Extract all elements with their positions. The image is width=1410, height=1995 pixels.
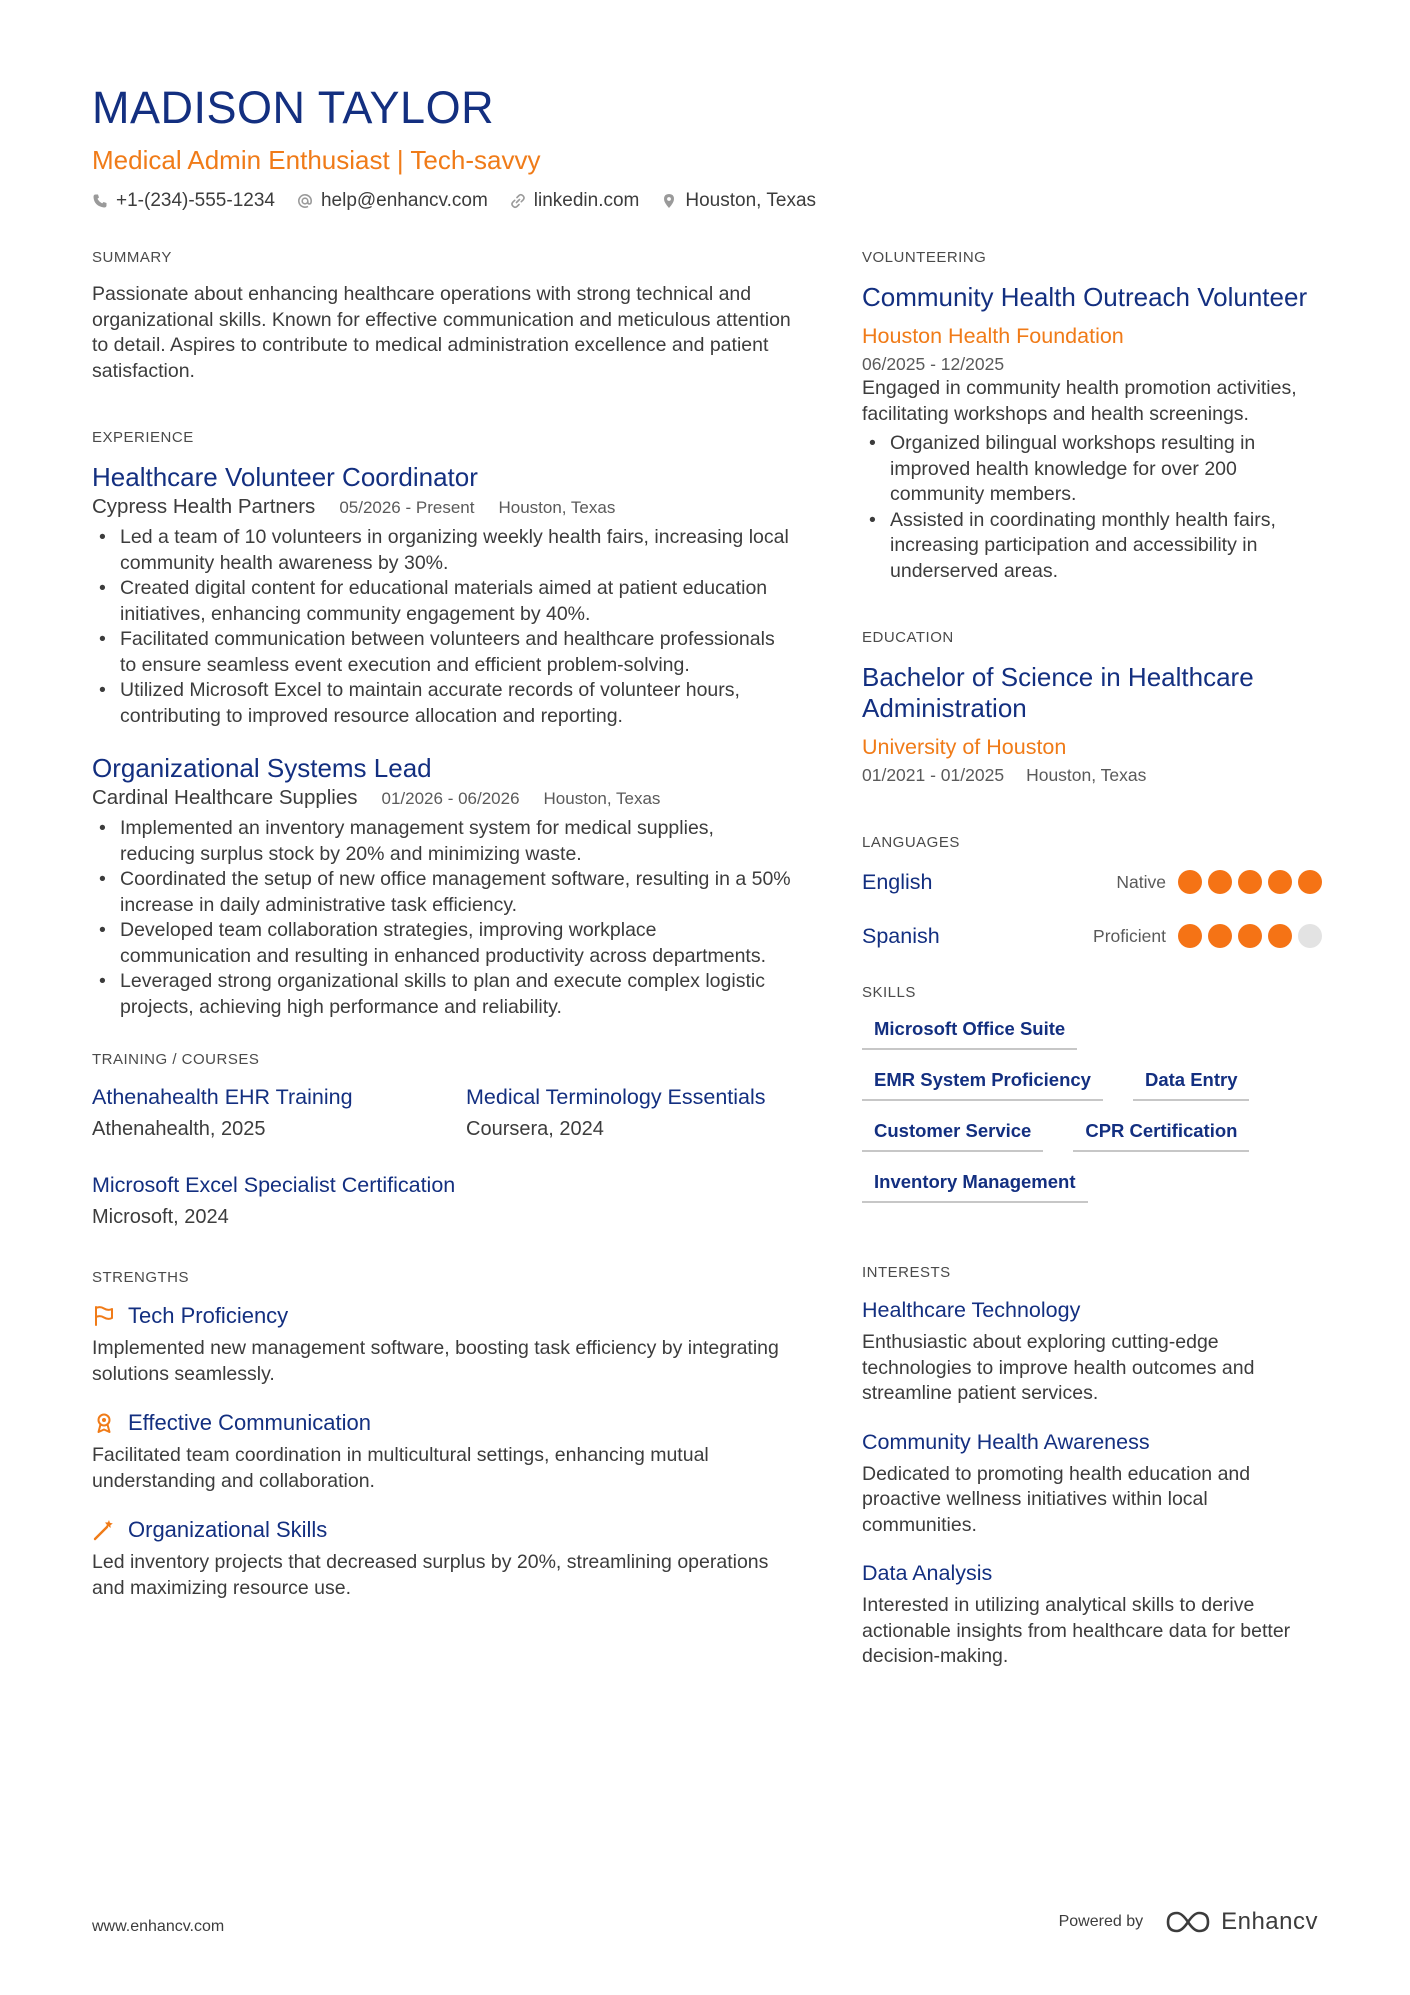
interest-title: Healthcare Technology — [862, 1298, 1081, 1322]
skill-tag: Inventory Management — [862, 1170, 1088, 1203]
job-entry — [92, 462, 792, 729]
course-entry — [92, 1084, 466, 1142]
course-title: Athenahealth EHR Training — [92, 1085, 353, 1109]
powered-by-text: Powered by — [1058, 1913, 1144, 1930]
language-level: Proficient — [1093, 925, 1166, 946]
skill-tag: Microsoft Office Suite — [862, 1017, 1077, 1050]
footer-website[interactable]: www.enhancv.com — [92, 1918, 225, 1935]
award-icon — [92, 1411, 116, 1435]
job-title: Organizational Systems Lead — [92, 753, 432, 783]
bullet-item: • Developed team collaboration strategies, improving workplace communication and resulting in enhanced productivity across departments. — [92, 918, 792, 969]
degree-title: Bachelor of Science in Healthcare Administration — [862, 662, 1254, 723]
education-dates: 01/2021 - 01/2025 — [862, 765, 1005, 785]
education-location: Houston, Texas — [1026, 765, 1147, 785]
volunteer-desc: Engaged in community health promotion activities, facilitating workshops and health screenings. — [862, 377, 1297, 425]
language-level: Native — [1116, 871, 1166, 892]
strength-head — [92, 1409, 792, 1437]
volunteer-role: Community Health Outreach Volunteer — [862, 282, 1308, 312]
job-location: Houston, Texas — [543, 789, 661, 808]
education-section — [862, 628, 1322, 787]
strength-head — [92, 1516, 792, 1544]
volunteer-org: Houston Health Foundation — [862, 324, 1124, 348]
rating-dot-filled — [1238, 924, 1262, 948]
company-name: Cypress Health Partners — [92, 495, 316, 518]
language-rating — [1178, 870, 1322, 894]
strength-title: Organizational Skills — [128, 1517, 328, 1542]
job-title: Healthcare Volunteer Coordinator — [92, 462, 478, 492]
skill-tags — [862, 1017, 1322, 1203]
interest-desc: Interested in utilizing analytical skills to derive actionable insights from healthcare data for better decision-making. — [862, 1594, 1291, 1667]
section-title: VOLUNTEERING — [862, 249, 987, 266]
rating-dot-filled — [1208, 924, 1232, 948]
phone-text: +1-(234)-555-1234 — [116, 190, 275, 211]
bullet-item: • Created digital content for educational materials aimed at patient education initiatives, enhancing community engagement by 40%. — [92, 576, 792, 627]
bullet-item: • Assisted in coordinating monthly health fairs, increasing participation and accessibility in underserved areas. — [862, 508, 1322, 585]
bullet-item: • Utilized Microsoft Excel to maintain accurate records of volunteer hours, contributing to improved resource allocation and reporting. — [92, 678, 792, 729]
experience-section — [92, 428, 792, 1020]
rating-dot-filled — [1268, 924, 1292, 948]
brand-logo[interactable] — [1165, 1908, 1318, 1936]
rating-dot-filled — [1298, 870, 1322, 894]
language-row — [862, 921, 1322, 951]
company-name: Cardinal Healthcare Supplies — [92, 786, 358, 809]
strength-title: Effective Communication — [128, 1410, 371, 1435]
rating-dot-empty — [1298, 924, 1322, 948]
contact-bar — [92, 190, 1322, 212]
volunteer-bullets — [862, 431, 1322, 584]
linkedin-text[interactable]: linkedin.com — [533, 190, 640, 211]
interest-entry — [862, 1429, 1322, 1539]
skill-tag: Data Entry — [1133, 1068, 1250, 1101]
interest-desc: Dedicated to promoting health education and proactive wellness initiatives within local communities. — [862, 1462, 1251, 1536]
bullet-item: • Facilitated communication between volunteers and healthcare professionals to ensure seamless event execution and efficient problem-solving. — [92, 627, 792, 678]
volunteer-dates: 06/2025 - 12/2025 — [862, 354, 1005, 374]
contact-email[interactable] — [297, 190, 488, 212]
job-bullets — [92, 816, 792, 1020]
strength-desc: Implemented new management software, boosting task efficiency by integrating solutions seamlessly. — [92, 1337, 779, 1385]
job-entry — [92, 753, 792, 1020]
interest-entry — [862, 1560, 1322, 1670]
bullet-item: • Implemented an inventory management system for medical supplies, reducing surplus stock by 20% and minimizing waste. — [92, 816, 792, 867]
section-title: STRENGTHS — [92, 1269, 190, 1286]
candidate-name: MADISON TAYLOR — [92, 82, 495, 133]
job-meta — [92, 495, 792, 519]
rating-dot-filled — [1238, 870, 1262, 894]
enhancv-logo-icon — [1165, 1909, 1211, 1935]
bullet-item: • Coordinated the setup of new office management software, resulting in a 50% increase in daily administrative task efficiency. — [92, 867, 792, 918]
training-section — [92, 1050, 792, 1230]
summary-text: Passionate about enhancing healthcare operations with strong technical and organizational skills. Known for effective communication and meticulous attention to detail. Aspires to contribute to medical administration excellence and patient satisfaction. — [92, 283, 791, 382]
job-meta — [92, 786, 792, 810]
course-provider: Microsoft, 2024 — [92, 1206, 229, 1228]
bullet-item: • Leveraged strong organizational skills to plan and execute complex logistic projects, achieving high performance and reliability. — [92, 969, 792, 1020]
right-column — [862, 248, 1322, 1710]
interest-title: Community Health Awareness — [862, 1429, 1150, 1454]
language-name: Spanish — [862, 923, 940, 948]
section-title: SUMMARY — [92, 249, 172, 266]
strength-head — [92, 1302, 792, 1330]
section-title: EXPERIENCE — [92, 429, 194, 446]
contact-linkedin[interactable] — [510, 190, 640, 212]
course-grid — [92, 1084, 792, 1230]
course-entry — [466, 1084, 786, 1142]
strength-entry — [92, 1516, 792, 1601]
job-location: Houston, Texas — [498, 498, 616, 517]
contact-location — [661, 190, 816, 212]
course-title: Medical Terminology Essentials — [466, 1085, 766, 1109]
interest-title: Data Analysis — [862, 1561, 993, 1585]
left-column — [92, 248, 792, 1641]
rating-dot-filled — [1208, 870, 1232, 894]
skills-section — [862, 983, 1322, 1203]
bullet-item: • Organized bilingual workshops resulting in improved health knowledge for over 200 community members. — [862, 431, 1322, 508]
section-title: INTERESTS — [862, 1264, 951, 1281]
section-title: TRAINING / COURSES — [92, 1051, 260, 1068]
job-bullets — [92, 525, 792, 729]
rating-dot-filled — [1178, 924, 1202, 948]
strengths-section — [92, 1268, 792, 1601]
interests-section — [862, 1263, 1322, 1670]
link-icon — [510, 193, 526, 209]
location-text: Houston, Texas — [685, 190, 817, 211]
section-title: LANGUAGES — [862, 834, 960, 851]
rating-dot-filled — [1268, 870, 1292, 894]
course-entry — [92, 1172, 466, 1230]
magic-wand-icon — [92, 1518, 116, 1542]
course-title: Microsoft Excel Specialist Certification — [92, 1173, 456, 1197]
skill-tag: Customer Service — [862, 1119, 1043, 1152]
strength-entry — [92, 1409, 792, 1494]
languages-section — [862, 833, 1322, 951]
language-rating — [1178, 924, 1322, 948]
volunteering-section — [862, 248, 1322, 584]
course-provider: Athenahealth, 2025 — [92, 1118, 266, 1140]
phone-icon — [92, 193, 108, 209]
footer-branding — [1059, 1908, 1318, 1936]
at-sign-icon — [297, 193, 313, 209]
course-provider: Coursera, 2024 — [466, 1118, 604, 1140]
flag-icon — [92, 1304, 116, 1328]
strength-desc: Facilitated team coordination in multicultural settings, enhancing mutual understanding and collaboration. — [92, 1444, 709, 1492]
candidate-tagline: Medical Admin Enthusiast | Tech-savvy — [92, 145, 541, 175]
skill-tag: CPR Certification — [1073, 1119, 1249, 1152]
bullet-item: • Led a team of 10 volunteers in organizing weekly health fairs, increasing local community health awareness by 30%. — [92, 525, 792, 576]
interest-entry — [862, 1297, 1322, 1407]
strength-desc: Led inventory projects that decreased surplus by 20%, streamlining operations and maximizing resource use. — [92, 1551, 769, 1599]
summary-section — [92, 248, 792, 384]
strength-title: Tech Proficiency — [128, 1303, 289, 1328]
contact-phone — [92, 190, 275, 212]
rating-dot-filled — [1178, 870, 1202, 894]
section-title: SKILLS — [862, 984, 916, 1001]
email-text[interactable]: help@enhancv.com — [320, 190, 488, 211]
resume-header — [92, 82, 1322, 212]
job-dates: 05/2026 - Present — [339, 498, 475, 517]
location-pin-icon — [661, 193, 677, 209]
school-name: University of Houston — [862, 735, 1067, 759]
education-meta — [862, 764, 1322, 787]
language-name: English — [862, 869, 933, 894]
section-title: EDUCATION — [862, 629, 954, 646]
skill-tag: EMR System Proficiency — [862, 1068, 1103, 1101]
strength-entry — [92, 1302, 792, 1387]
job-dates: 01/2026 - 06/2026 — [381, 789, 520, 808]
brand-name: Enhancv — [1221, 1908, 1318, 1935]
interest-desc: Enthusiastic about exploring cutting-edge technologies to improve health outcomes and streamline patient services. — [862, 1331, 1255, 1404]
language-row — [862, 867, 1322, 897]
